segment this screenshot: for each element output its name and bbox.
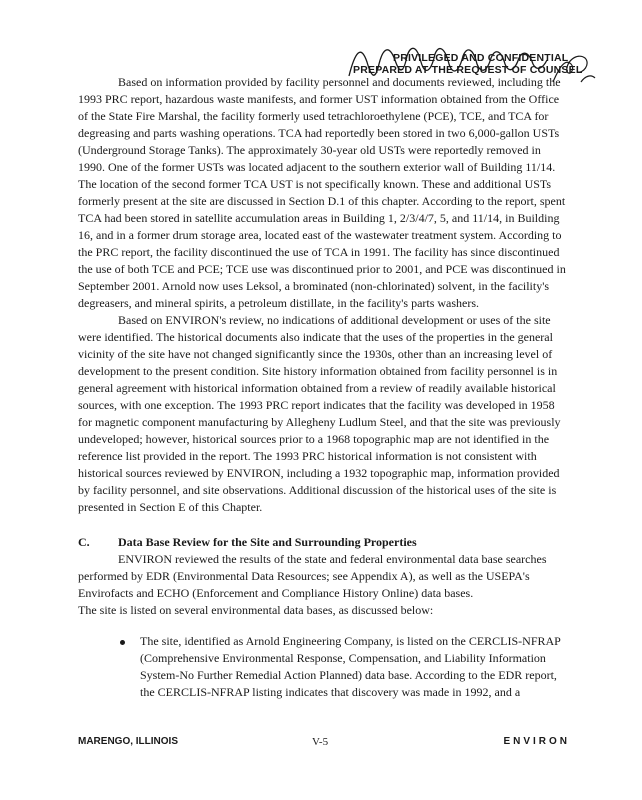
list-item-text: The site, identified as Arnold Engineering Company, is listed on the CERCLIS-NFRAP (Comprehensive Environmental Response, Compensation, and Liability Information System-No Further Remedial Action Planned) data base. According to the EDR report, the CERCLIS-NFRAP listing indicates that discovery was made in 1992, and a [140, 634, 561, 699]
paragraph-solvent-use: Based on information provided by facility personnel and documents reviewed, including the 1993 PRC report, hazardous waste manifests, and former UST information obtained from the Office of the State Fire Marshal, the facility formerly used tetrachloroethylene (PCE), TCE, and TCA for degreasing and parts washing operations. TCA had reportedly been stored in two 6,000-gallon USTs (Underground Storage Tanks). The approximately 30-year old USTs were reportedly removed in 1990. One of the former USTs was located adjacent to the southern exterior wall of Building 11/14. The location of the second former TCA UST is not specifically known. These and additional USTs formerly present at the site are discussed in Section D.1 of this chapter. According to the report, spent TCA had been stored in satellite accumulation areas in Building 1, 2/3/4/7, 5, and 11/14, in Building 16, and in a former drum storage area, located east of the wastewater treatment system. According to the PRC report, the facility discontinued the use of TCA in 1991. The facility has since discontinued the use of both TCE and PCE; TCE use was discontinued prior to 2001, and PCE was discontinued in September 2001. Arnold now uses Leksol, a brominated (non-chlorinated) solvent, in the facility's degreasers, and mineral spirits, a petroleum distillate, in the facility's parts washers. [78, 75, 566, 310]
database-list [78, 633, 570, 701]
section-intro: ENVIRON reviewed the results of the state and federal environmental data base searches performed by EDR (Environmental Data Resources; see Appendix A), as well as the USEPA's Envirofacts and ECHO (Enforcement and Compliance History Online) data bases. [78, 552, 547, 600]
section-title: Data Base Review for the Site and Surrounding Properties [118, 535, 417, 549]
page-footer [78, 736, 570, 752]
list-item [78, 633, 570, 701]
paragraph-site-history: Based on ENVIRON's review, no indications of additional development or uses of the site were identified. The historical documents also indicate that the uses of the properties in the general vicinity of the site have not changed significantly since the 1930s, other than an increasing level of development to the present condition. Site history information obtained from facility personnel is in general agreement with historical information obtained from a review of readily available historical sources, with one exception. The 1993 PRC report indicates that the facility was developed in 1958 for magnetic component manufacturing by Allegheny Ludlum Steel, and that the site was previously undeveloped; however, historical sources prior to a 1968 topographic map are not identified in the reference list provided in the report. The 1993 PRC historical information is not consistent with historical sources reviewed by ENVIRON, including a 1932 topographic map, information provided by facility personnel, and site observations. Additional discussion of the historical uses of the site is presented in Section E of this Chapter. [78, 313, 561, 514]
bullet-icon [120, 640, 125, 645]
section-heading [78, 534, 570, 551]
footer-page-number: V-5 [312, 736, 329, 748]
stamp-line-counsel: PREPARED AT THE REQUEST OF COUNSEL [353, 64, 583, 76]
stamp-line-privileged: PRIVILEGED AND CONFIDENTIAL [393, 52, 569, 64]
footer-location: MARENGO, ILLINOIS [78, 736, 178, 747]
section-letter: C. [78, 535, 90, 549]
footer-brand: ENVIRON [503, 736, 570, 747]
document-body [78, 74, 570, 701]
section-listed-note: The site is listed on several environmental data bases, as discussed below: [78, 603, 434, 617]
